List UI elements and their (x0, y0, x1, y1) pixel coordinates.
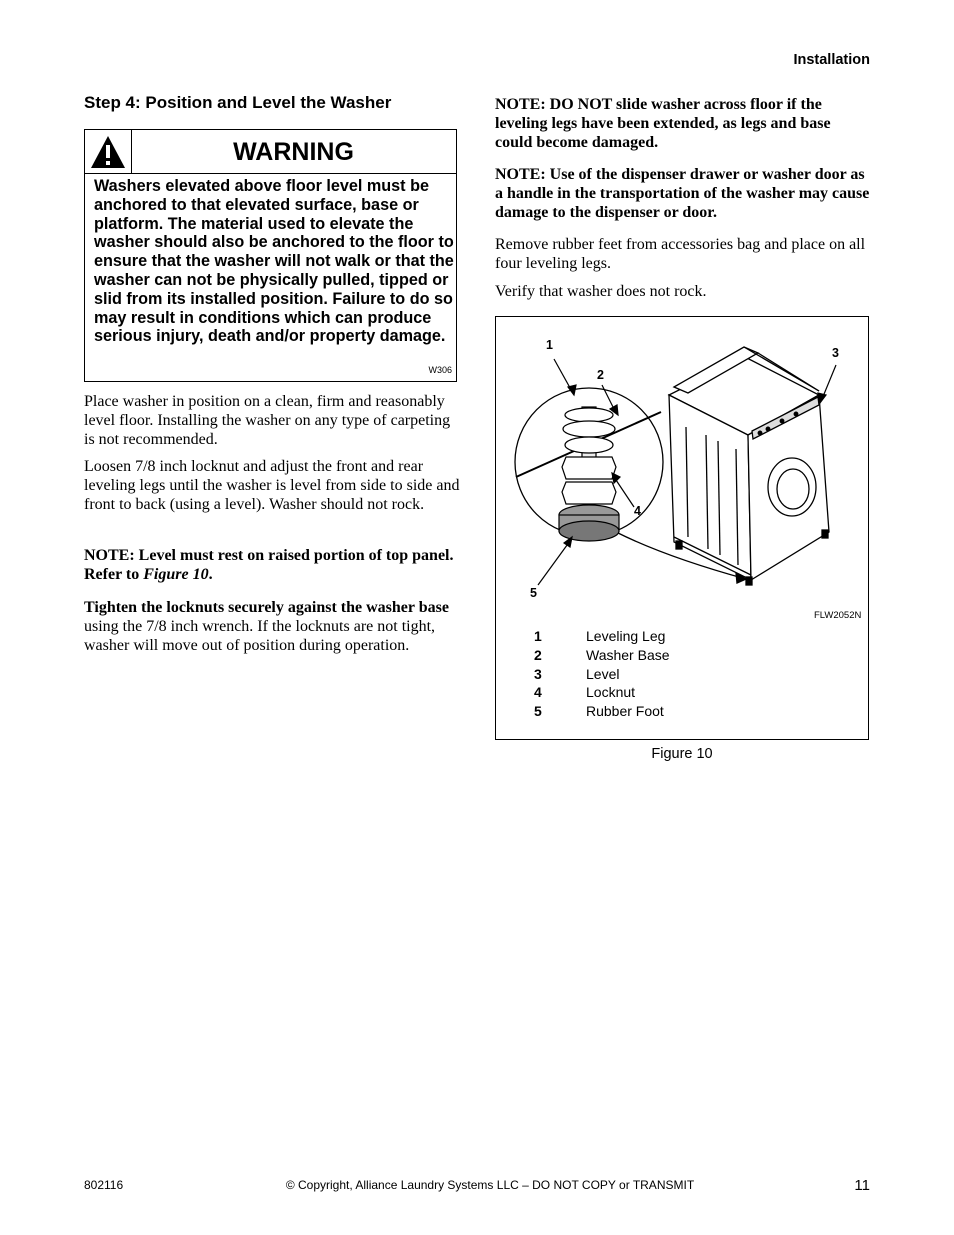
footer-copyright: © Copyright, Alliance Laundry Systems LLC – DO NOT COPY or TRANSMIT (285, 1178, 695, 1192)
note-level (84, 546, 460, 584)
note-dispenser: NOTE: Use of the dispenser drawer or washer door as a handle in the transportation of the washer may cause damage to the dispenser or door. (495, 166, 870, 221)
legend-label: Level (586, 665, 620, 682)
legend-item (534, 647, 834, 666)
paragraph-loosen: Loosen 7/8 inch locknut and adjust the front and rear leveling legs until the washer is level from side to side and front to back (using a level). Washer should not rock. (84, 458, 460, 513)
legend-number: 2 (534, 646, 542, 663)
note-level-text: NOTE: Level must rest on raised portion of top panel. Refer to (84, 547, 454, 583)
tighten-bold-text: Tighten the locknuts securely against the washer base (84, 599, 449, 616)
callout-1: 1 (546, 338, 553, 352)
footer-doc-number: 802116 (84, 1178, 124, 1192)
legend-label: Rubber Foot (586, 703, 664, 720)
legend-label: Washer Base (586, 646, 670, 663)
paragraph-position: Place washer in position on a clean, firm and reasonably level floor. Installing the washer on any type of carpeting is not recommended. (84, 393, 451, 448)
warning-header (85, 130, 456, 174)
washer-leveling-illustration (496, 317, 868, 617)
tighten-rest-text: using the 7/8 inch wrench. If the locknuts are not tight, washer will move out of position during operation. (84, 618, 436, 654)
legend-item (534, 684, 834, 703)
legend-number: 5 (534, 703, 542, 720)
figure-reference-link[interactable]: Figure 10 (143, 566, 209, 583)
warning-icon-cell (85, 130, 132, 173)
footer-page-number: 11 (854, 1177, 870, 1194)
legend-item (534, 628, 834, 647)
figure-legend (534, 628, 834, 722)
callout-3: 3 (832, 346, 839, 360)
legend-number: 3 (534, 665, 542, 682)
legend-label: Locknut (586, 684, 636, 701)
figure-box (495, 316, 869, 740)
legend-number: 4 (534, 684, 542, 701)
warning-title: WARNING (233, 138, 354, 166)
legend-number: 1 (534, 628, 542, 644)
note-level-end: . (208, 566, 213, 583)
legend-label: Leveling Leg (586, 628, 666, 644)
washer-cabinet (669, 347, 829, 585)
warning-body: Washers elevated above floor level must be anchored to that elevated surface, base or platform. The material used to elevate the washer should also be anchored to the floor to ensure that the washer will not walk or that the washer can not be physically pulled, tipped or slid from its installed position. Failure to do so may result in conditions which can produce serious injury, death and/or property damage. (94, 177, 454, 346)
leveling-leg-detail (516, 407, 661, 541)
figure-caption: Figure 10 (651, 746, 713, 762)
paragraph-verify: Verify that washer does not rock. (495, 283, 707, 300)
warning-box (84, 129, 457, 382)
warning-code: W306 (428, 365, 452, 375)
legend-item (534, 703, 834, 722)
paragraph-rubber-feet: Remove rubber feet from accessories bag and place on all four leveling legs. (495, 236, 866, 272)
section-header: Installation (793, 52, 870, 68)
callout-2: 2 (597, 368, 604, 382)
paragraph-tighten (84, 598, 462, 655)
legend-item (534, 666, 834, 685)
note-do-not-slide: NOTE: DO NOT slide washer across floor if the leveling legs have been extended, as legs and base could become damaged. (495, 96, 831, 151)
callout-4: 4 (634, 504, 641, 518)
warning-triangle-icon (85, 130, 131, 173)
callout-5: 5 (530, 586, 537, 600)
step-title: Step 4: Position and Level the Washer (84, 93, 392, 112)
figure-code: FLW2052N (814, 610, 862, 621)
